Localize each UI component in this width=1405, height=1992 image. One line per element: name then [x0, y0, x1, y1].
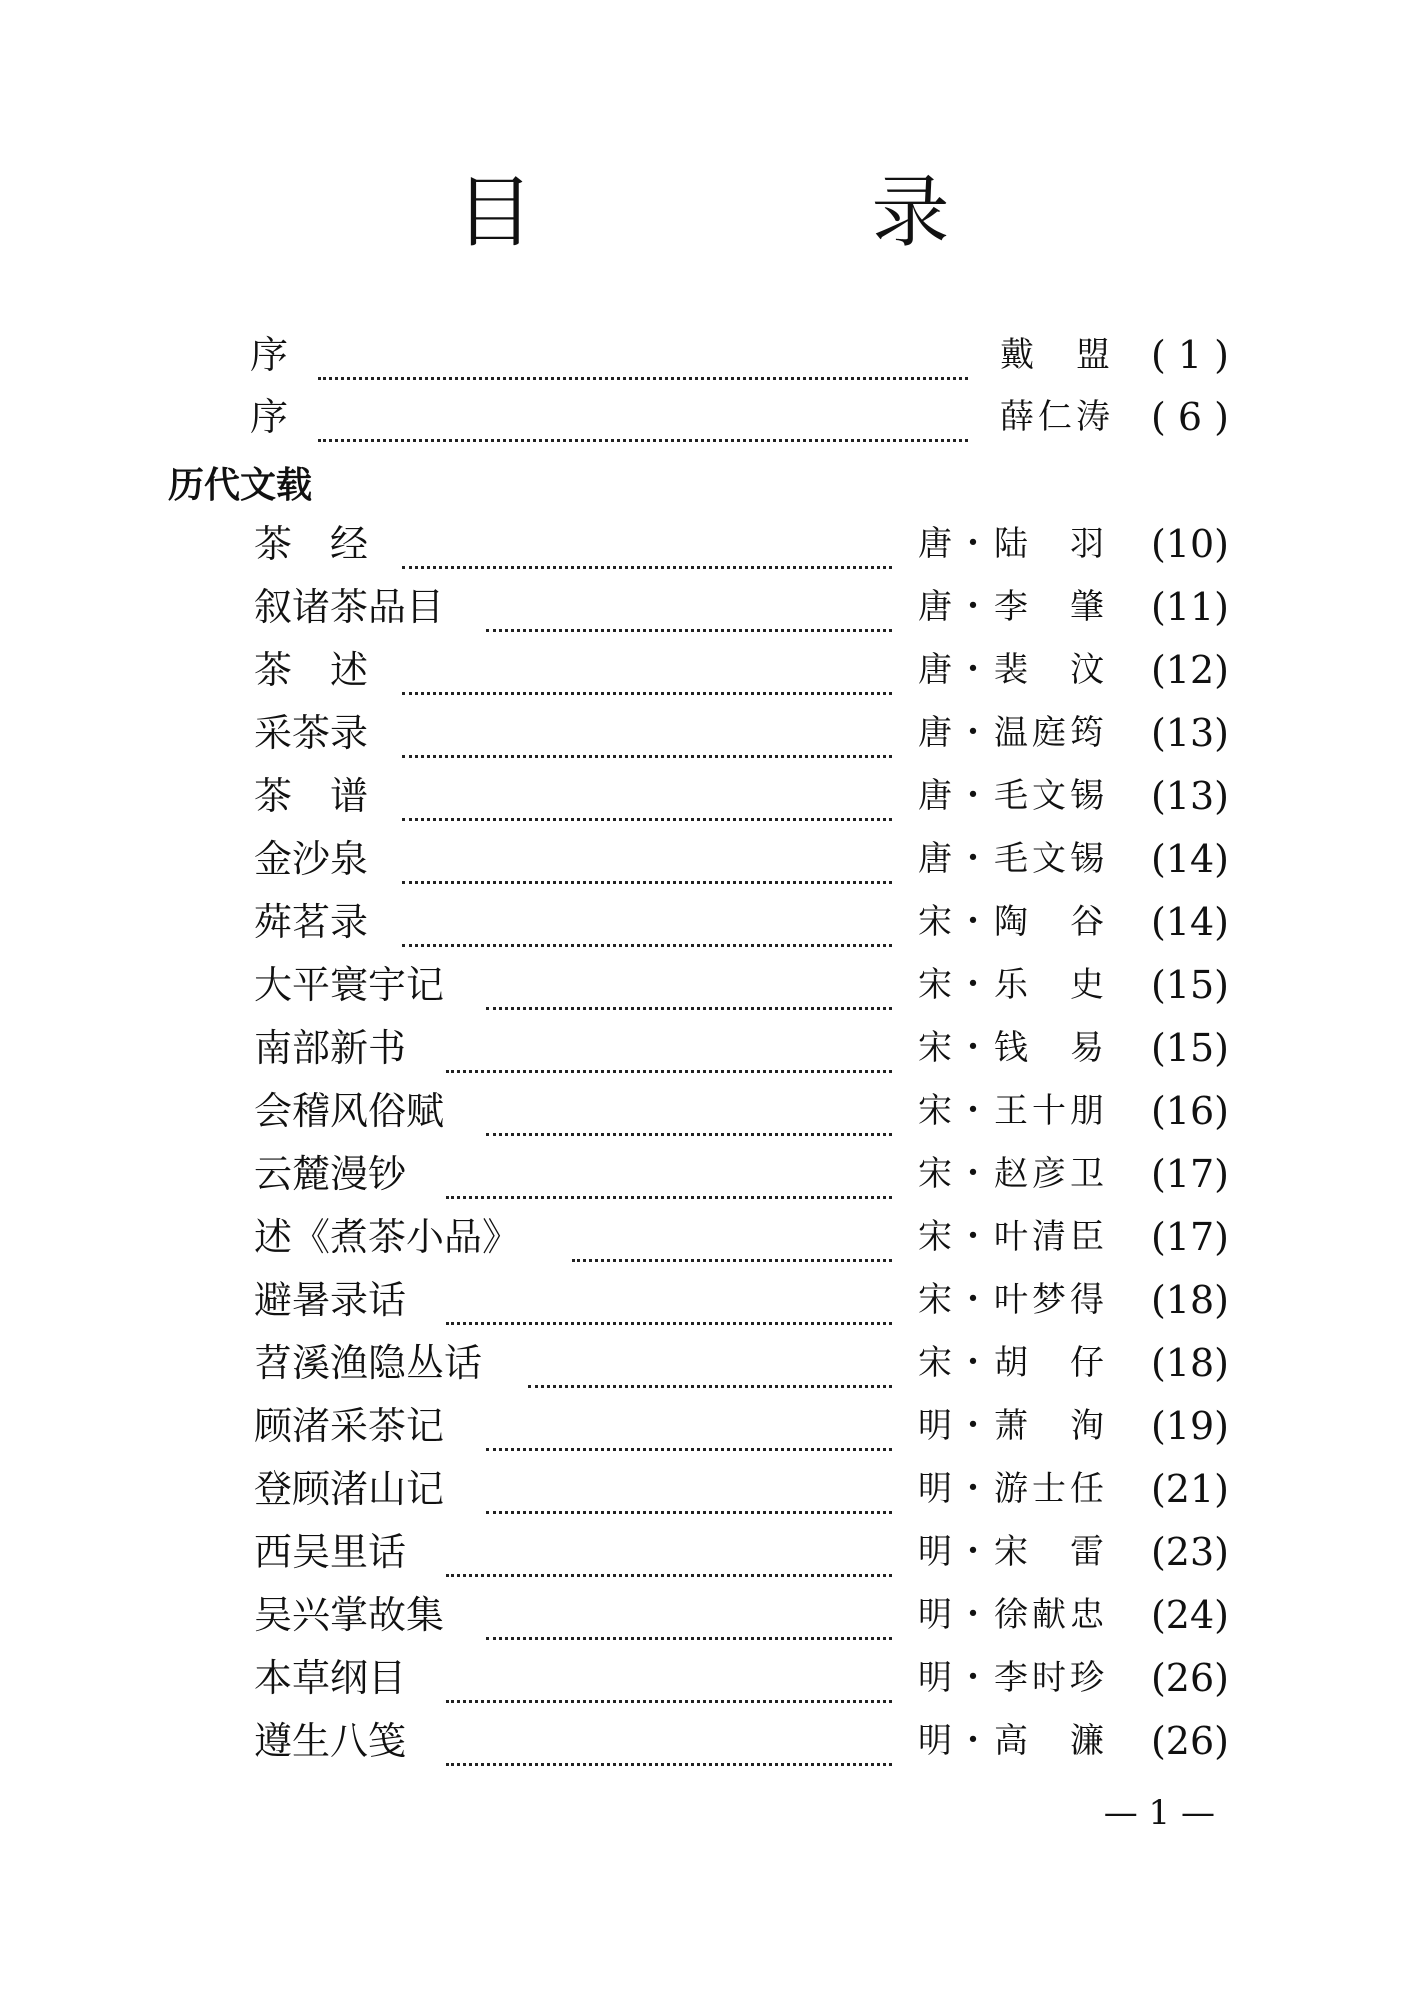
toc-entry[interactable] — [0, 768, 1405, 824]
leader-dots — [486, 589, 892, 632]
entry-author: 宋・叶梦得 — [918, 1280, 1108, 1320]
page-title: 目 录 — [455, 168, 1080, 258]
entry-author: 宋・陶 谷 — [918, 902, 1108, 942]
entry-author: 宋・王十朋 — [918, 1091, 1108, 1131]
toc-entry-preface-2[interactable] — [0, 389, 1405, 445]
leader-dots — [446, 1723, 892, 1766]
leader-dots — [446, 1660, 892, 1703]
entry-page: (11) — [1150, 585, 1229, 629]
leader-dots — [528, 1345, 892, 1388]
toc-entry[interactable] — [0, 1461, 1405, 1517]
entry-author: 宋・钱 易 — [918, 1028, 1108, 1068]
entry-author: 明・萧 洵 — [918, 1406, 1108, 1446]
entry-title: 会稽风俗赋 — [254, 1089, 445, 1133]
toc-entry[interactable] — [0, 1398, 1405, 1454]
toc-entry[interactable] — [0, 516, 1405, 572]
entry-author: 宋・乐 史 — [918, 965, 1108, 1005]
entry-author: 明・高 濂 — [918, 1721, 1108, 1761]
entry-title: 本草纲目 — [254, 1656, 407, 1700]
toc-entry[interactable] — [0, 1020, 1405, 1076]
entry-title: 述《煮茶小品》 — [254, 1215, 521, 1259]
entry-author: 宋・叶清臣 — [918, 1217, 1108, 1257]
entry-title: 大平寰宇记 — [254, 963, 445, 1007]
entry-author: 唐・李 肇 — [918, 587, 1108, 627]
entry-page: (26) — [1150, 1719, 1229, 1763]
toc-entry[interactable] — [0, 1713, 1405, 1769]
leader-dots — [446, 1030, 892, 1073]
leader-dots — [402, 526, 892, 569]
toc-entry[interactable] — [0, 1146, 1405, 1202]
entry-page: (19) — [1150, 1404, 1229, 1448]
toc-entry[interactable] — [0, 1335, 1405, 1391]
toc-entry-preface-1[interactable] — [0, 327, 1405, 383]
entry-page: (15) — [1150, 963, 1229, 1007]
entry-title: 西吴里话 — [254, 1530, 407, 1574]
entry-page: ( 1 ) — [1151, 333, 1229, 377]
leader-dots — [402, 715, 892, 758]
entry-page: (17) — [1150, 1215, 1229, 1259]
entry-author: 明・游士任 — [918, 1469, 1108, 1509]
entry-page: (26) — [1150, 1656, 1229, 1700]
leader-dots — [572, 1219, 892, 1262]
entry-title: 荈茗录 — [254, 900, 369, 944]
entry-page: (21) — [1150, 1467, 1229, 1511]
entry-title: 吴兴掌故集 — [254, 1593, 445, 1637]
entry-title: 云麓漫钞 — [254, 1152, 407, 1196]
entry-author: 唐・毛文锡 — [918, 839, 1108, 879]
entry-page: (14) — [1150, 837, 1229, 881]
entry-page: (15) — [1150, 1026, 1229, 1070]
toc-entry[interactable] — [0, 831, 1405, 887]
entry-title: 茶 经 — [254, 522, 369, 566]
toc-entry[interactable] — [0, 1587, 1405, 1643]
entry-author: 明・李时珍 — [918, 1658, 1108, 1698]
entry-page: (10) — [1150, 522, 1229, 566]
leader-dots — [402, 841, 892, 884]
entry-page: (23) — [1150, 1530, 1229, 1574]
toc-entry[interactable] — [0, 705, 1405, 761]
leader-dots — [486, 1471, 892, 1514]
toc-entry[interactable] — [0, 1524, 1405, 1580]
entry-title: 采茶录 — [254, 711, 369, 755]
entry-title: 避暑录话 — [254, 1278, 407, 1322]
entry-author: 明・宋 雷 — [918, 1532, 1108, 1572]
entry-page: ( 6 ) — [1151, 395, 1229, 439]
entry-title: 序 — [250, 395, 289, 439]
toc-entry[interactable] — [0, 894, 1405, 950]
leader-dots — [486, 1408, 892, 1451]
toc-entry[interactable] — [0, 1083, 1405, 1139]
toc-entry[interactable] — [0, 642, 1405, 698]
entry-title: 遵生八笺 — [254, 1719, 407, 1763]
entry-author: 宋・赵彦卫 — [918, 1154, 1108, 1194]
entry-author: 明・徐献忠 — [918, 1595, 1108, 1635]
toc-entry[interactable] — [0, 1209, 1405, 1265]
entry-title: 序 — [250, 333, 289, 377]
toc-entry[interactable] — [0, 579, 1405, 635]
entry-title: 茶 述 — [254, 648, 369, 692]
leader-dots — [486, 967, 892, 1010]
entry-author: 戴 盟 — [1000, 335, 1114, 375]
section-heading: 历代文载 — [168, 465, 313, 506]
leader-dots — [402, 904, 892, 947]
entry-author: 唐・裴 汶 — [918, 650, 1108, 690]
entry-title: 苕溪渔隐丛话 — [254, 1341, 483, 1385]
entry-page: (24) — [1150, 1593, 1229, 1637]
entry-page: (18) — [1150, 1341, 1229, 1385]
leader-dots — [446, 1534, 892, 1577]
entry-page: (13) — [1150, 774, 1229, 818]
leader-dots — [486, 1597, 892, 1640]
entry-page: (13) — [1150, 711, 1229, 755]
leader-dots — [446, 1282, 892, 1325]
leader-dots — [318, 337, 968, 380]
entry-author: 唐・毛文锡 — [918, 776, 1108, 816]
entry-author: 唐・陆 羽 — [918, 524, 1108, 564]
entry-title: 金沙泉 — [254, 837, 369, 881]
leader-dots — [446, 1156, 892, 1199]
entry-author: 薛仁涛 — [1000, 397, 1114, 437]
entry-page: (16) — [1150, 1089, 1229, 1133]
entry-title: 南部新书 — [254, 1026, 407, 1070]
leader-dots — [402, 778, 892, 821]
entry-title: 叙诸茶品目 — [254, 585, 445, 629]
entry-author: 宋・胡 仔 — [918, 1343, 1108, 1383]
toc-entry[interactable] — [0, 957, 1405, 1013]
leader-dots — [402, 652, 892, 695]
entry-title: 茶 谱 — [254, 774, 369, 818]
page-number: — 1 — — [1103, 1793, 1215, 1833]
toc-entry[interactable] — [0, 1272, 1405, 1328]
entry-page: (14) — [1150, 900, 1229, 944]
entry-page: (18) — [1150, 1278, 1229, 1322]
entry-page: (17) — [1150, 1152, 1229, 1196]
entry-title: 登顾渚山记 — [254, 1467, 445, 1511]
entry-author: 唐・温庭筠 — [918, 713, 1108, 753]
leader-dots — [486, 1093, 892, 1136]
leader-dots — [318, 399, 968, 442]
toc-entry[interactable] — [0, 1650, 1405, 1706]
entry-title: 顾渚采茶记 — [254, 1404, 445, 1448]
entry-page: (12) — [1150, 648, 1229, 692]
